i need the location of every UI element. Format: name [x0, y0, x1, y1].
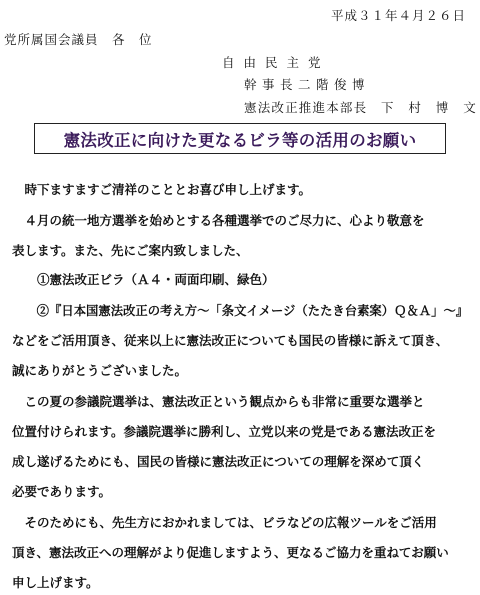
body-line: 表します。また、先にご案内致しました、 [12, 243, 249, 258]
body-line: ①憲法改正ビラ（Ａ４・両面印刷、緑色） [12, 272, 275, 287]
body-line: 位置付けられます。参議院選挙に勝利し、立党以来の党是である憲法改正を [12, 424, 437, 439]
body-line: などをご活用頂き、従来以上に憲法改正についても国民の皆様に訴えて頂き、 [12, 333, 449, 348]
document-date: 平成３１年４月２６日 [330, 8, 466, 23]
body-line: 申し上げます。 [12, 575, 99, 590]
body-line: ４月の統一地方選挙を始めとする各種選挙でのご尽力に、心より敬意を [12, 213, 425, 228]
sender-headquarters-chief: 憲法改正推進本部長 下 村 博 文 [244, 100, 477, 115]
sender-secretary-general: 幹事長二階俊博 [244, 77, 371, 92]
body-line: ②『日本国憲法改正の考え方～「条文イメージ（たたき台素案）Ｑ＆Ａ」～』 [12, 303, 469, 318]
document-title-box [34, 123, 446, 154]
body-line: 成し遂げるためにも、国民の皆様に憲法改正についての理解を深めて頂く [12, 454, 425, 469]
body-line: 頂き、憲法改正への理解がより促進しますよう、更なるご協力を重ねてお願い [12, 545, 449, 560]
body-line: 誠にありがとうございました。 [12, 363, 188, 378]
document-title: 憲法改正に向けた更なるビラ等の活用のお願い [63, 130, 417, 150]
body-line: 必要であります。 [12, 484, 112, 499]
recipient-line: 党所属国会議員 各 位 [4, 32, 153, 47]
sender-party: 自由民主党 [222, 55, 330, 70]
body-line: この夏の参議院選挙は、憲法改正という観点からも非常に重要な選挙と [12, 394, 425, 409]
body-line: 時下ますますご清祥のこととお喜び申し上げます。 [12, 182, 312, 197]
body-line: そのためにも、先生方におかれましては、ビラなどの広報ツールをご活用 [12, 515, 437, 530]
